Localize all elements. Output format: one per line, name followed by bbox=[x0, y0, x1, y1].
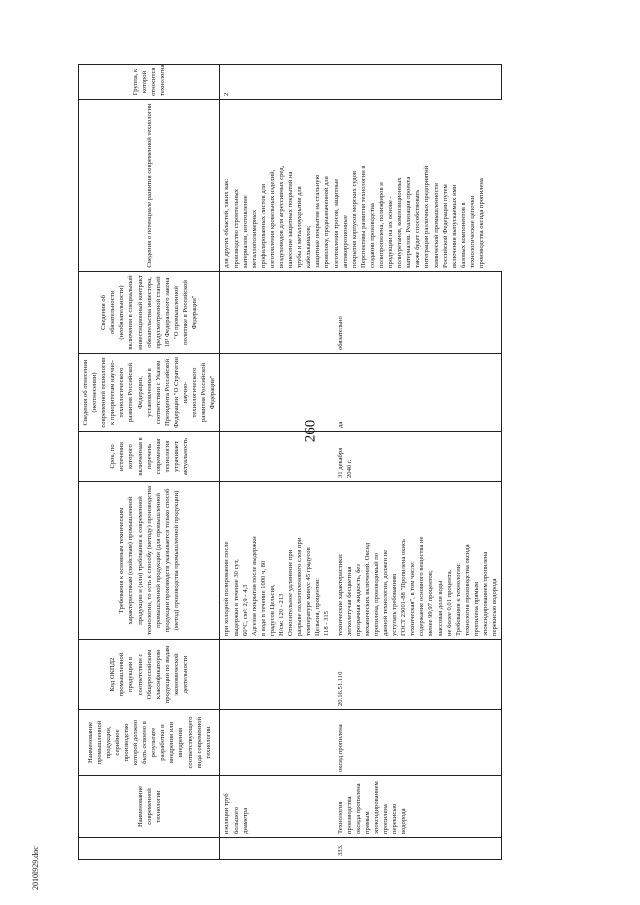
text-line: материалов, изготовление bbox=[241, 195, 249, 268]
text-line: воздуховодов для агрессивных сред, bbox=[277, 165, 285, 268]
text-line: содержание основного вещества не bbox=[418, 536, 426, 636]
text-line: технические характеристики: bbox=[336, 553, 344, 636]
text-line: градусов Цельсия, bbox=[268, 584, 276, 636]
text-line: металлополимерных bbox=[250, 209, 258, 268]
text-line: перекисью водорода bbox=[491, 578, 499, 636]
text-line: легколетучая бесцветная bbox=[345, 566, 353, 636]
text-line: пропилена bbox=[382, 804, 389, 834]
text-line: Технология bbox=[336, 801, 344, 834]
rotated-table-container bbox=[78, 65, 598, 860]
deadline-cell bbox=[220, 432, 334, 482]
text-line: защитные покрытия на стальную bbox=[314, 174, 322, 268]
potential-cell bbox=[220, 100, 502, 272]
text-line: механических включений. Оксид bbox=[363, 542, 371, 636]
text-line: профилированных листов для bbox=[259, 184, 267, 268]
text-line: также будет способствовать bbox=[414, 189, 422, 268]
obligation-cell: обязательно bbox=[334, 272, 502, 354]
obligation-cell bbox=[220, 272, 334, 354]
text-line: создании производства bbox=[368, 203, 376, 268]
header-obligation: Сведения об обязательности (необязательности) включения в специальный инвестиционный контракт обязательства инвестора, предусмотренной статьей 18¹ Федерального закона "О промышленной политике в Российской Федерации" bbox=[79, 272, 220, 354]
text-line: Относительное удлинение при bbox=[287, 549, 295, 636]
text-line: пропилена прямым bbox=[472, 581, 480, 636]
text-line: не более 0,01 процента. bbox=[445, 569, 453, 636]
text-line: оксид пропилена bbox=[336, 724, 344, 772]
text-line: для других областей, таких как: bbox=[223, 178, 231, 268]
text-line: ГОСТ 23001-88 "Пропилена окись bbox=[400, 539, 408, 636]
text-line: нанесение защитных покрытий на bbox=[287, 171, 295, 268]
text-line: массовая доля воды bbox=[436, 580, 444, 636]
text-line: материалов. Реализация проекта bbox=[405, 176, 413, 268]
header-requirements: Требования к основным техническим характеристикам (свойствам) промышленной продукции и (или) требования к современной технологии, то есть к способу (методу) производства промышленной продукции (для промышленной продукции производств указывается только способ (метод) производства промышленной продукции) bbox=[79, 482, 220, 640]
text-line: производства bbox=[345, 796, 353, 834]
product-name-cell bbox=[220, 710, 334, 776]
text-line: Цельсия, процентов: bbox=[314, 578, 322, 636]
text-line: Перспективы развития технологии в bbox=[359, 165, 367, 268]
requirements-cell bbox=[220, 482, 334, 640]
table-row bbox=[220, 65, 334, 860]
row-number bbox=[220, 838, 334, 860]
technology-table bbox=[78, 64, 502, 860]
text-line: прямым bbox=[363, 811, 371, 834]
text-line: температуре минус 45 градусов bbox=[305, 547, 313, 636]
text-line: технологические цепочки bbox=[468, 195, 476, 268]
tech-name-cell bbox=[334, 776, 502, 838]
text-line: полиуретанов, композиционных bbox=[396, 177, 404, 268]
text-line: эпоксидированием bbox=[372, 781, 380, 834]
table-header-row bbox=[79, 65, 220, 860]
text-line: интеграции различных предприятий bbox=[423, 165, 431, 268]
text-line: пропилена, производимый по bbox=[372, 552, 380, 636]
group-cell bbox=[334, 65, 502, 100]
text-line: химической промышленности bbox=[432, 183, 440, 268]
text-line: выдержки в течение 30 сут, bbox=[232, 559, 240, 636]
product-name-cell bbox=[334, 710, 502, 776]
text-line: проволоку, предназначенной для bbox=[323, 176, 331, 268]
tech-name-cell bbox=[220, 776, 334, 838]
row-number: 333. bbox=[334, 838, 502, 860]
page-number: 260 bbox=[302, 419, 319, 443]
text-line: базовых компонентов в bbox=[459, 202, 467, 268]
header-deadline: Срок, по истечении которого включенная в перечень современная технология утрачивает актуальность bbox=[79, 432, 220, 482]
okpd2-code-cell: 20.16.51.110 bbox=[334, 640, 502, 710]
priority-cell: да bbox=[334, 354, 502, 432]
text-line: оксида пропилена bbox=[354, 783, 362, 834]
text-line: изоляции труб bbox=[223, 793, 231, 834]
text-line: кабельканалов; bbox=[305, 225, 313, 268]
text-line: данной технологии, должен не bbox=[382, 549, 389, 636]
group-cell: 2 bbox=[220, 65, 334, 100]
text-line: перекисью bbox=[391, 803, 399, 834]
text-line: большого bbox=[232, 806, 240, 834]
text-line: трубы и металлоукрытия для bbox=[296, 186, 304, 268]
header-group: Группа, к которой относится технология bbox=[79, 65, 220, 100]
text-line: производство строительных bbox=[232, 189, 240, 268]
text-line: Требования к технологии: bbox=[454, 562, 462, 636]
text-line: Адгезия покрытия после выдержки bbox=[250, 536, 258, 636]
text-line: менее 99,97 процентов; bbox=[427, 570, 435, 636]
header-okpd2-code: Код ОКПД2 промышленной продукции в соответствии с Общероссийским классификатором продукции по видам экономической деятельности bbox=[79, 640, 220, 710]
text-line: включения выпускаемых ими bbox=[450, 184, 458, 268]
text-line: полипропилена, полиэфиров и bbox=[378, 182, 385, 268]
text-line: изготовления тросов, защитные bbox=[332, 178, 340, 268]
text-line: покрытия корпусов морских судов bbox=[350, 171, 358, 268]
text-line: 118 - 315 bbox=[323, 610, 331, 636]
text-line: разрыве полиэтиленового слоя при bbox=[296, 537, 304, 636]
header-product-name: Наименование промышленной продукции, серийное производство которой должно быть освоено в результате разработки и внедрения или внедрения соответствующего вида современной технологии bbox=[79, 710, 220, 776]
priority-cell bbox=[220, 354, 334, 432]
text-line: изготовления кровельных изделий, bbox=[268, 169, 276, 268]
text-line: диаметра bbox=[241, 807, 249, 834]
header-potential: Сведения о потенциале развития современной технологии bbox=[79, 100, 220, 272]
text-line: Н/см: 120 - 213 bbox=[277, 593, 285, 636]
deadline-cell: 31 декабря 2040 г. bbox=[334, 432, 502, 482]
header-num bbox=[79, 838, 220, 860]
text-line: в воде в течение 1000 ч, 80 bbox=[259, 560, 267, 636]
requirements-cell bbox=[334, 482, 502, 640]
header-tech-name: Наименование современной технологии bbox=[79, 776, 220, 838]
text-line: технология производства оксида bbox=[463, 544, 471, 636]
text-line: продукции на их основе - bbox=[387, 196, 395, 268]
text-line: водорода bbox=[400, 808, 408, 834]
text-line: Российской Федерации путем bbox=[441, 184, 449, 268]
footer-filename: 2010l929.doc bbox=[31, 846, 40, 890]
text-line: производства оксида пропилена bbox=[478, 178, 486, 268]
header-priority: Сведения об отнесении (неотнесении) современной технологии к приоритетам научно-технологического развития Российской Федерации, установленным в соответствии с Указом Президента Российской Федерации "О Стратегии научно-технологического развития Российской Федерации" bbox=[79, 354, 220, 432]
text-line: эпоксидированием пропилена bbox=[482, 551, 490, 636]
text-line: антикоррозионные bbox=[341, 215, 349, 268]
text-line: 60°С, см²: 2,9 - 4,3 bbox=[241, 584, 249, 636]
text-line: уступать требованиям bbox=[391, 573, 399, 636]
text-line: при холодной полировании после bbox=[223, 541, 231, 636]
text-line: прозрачная жидкость, без bbox=[354, 564, 362, 636]
text-line: техническая", в том числе: bbox=[409, 561, 417, 636]
okpd2-code-cell bbox=[220, 640, 334, 710]
